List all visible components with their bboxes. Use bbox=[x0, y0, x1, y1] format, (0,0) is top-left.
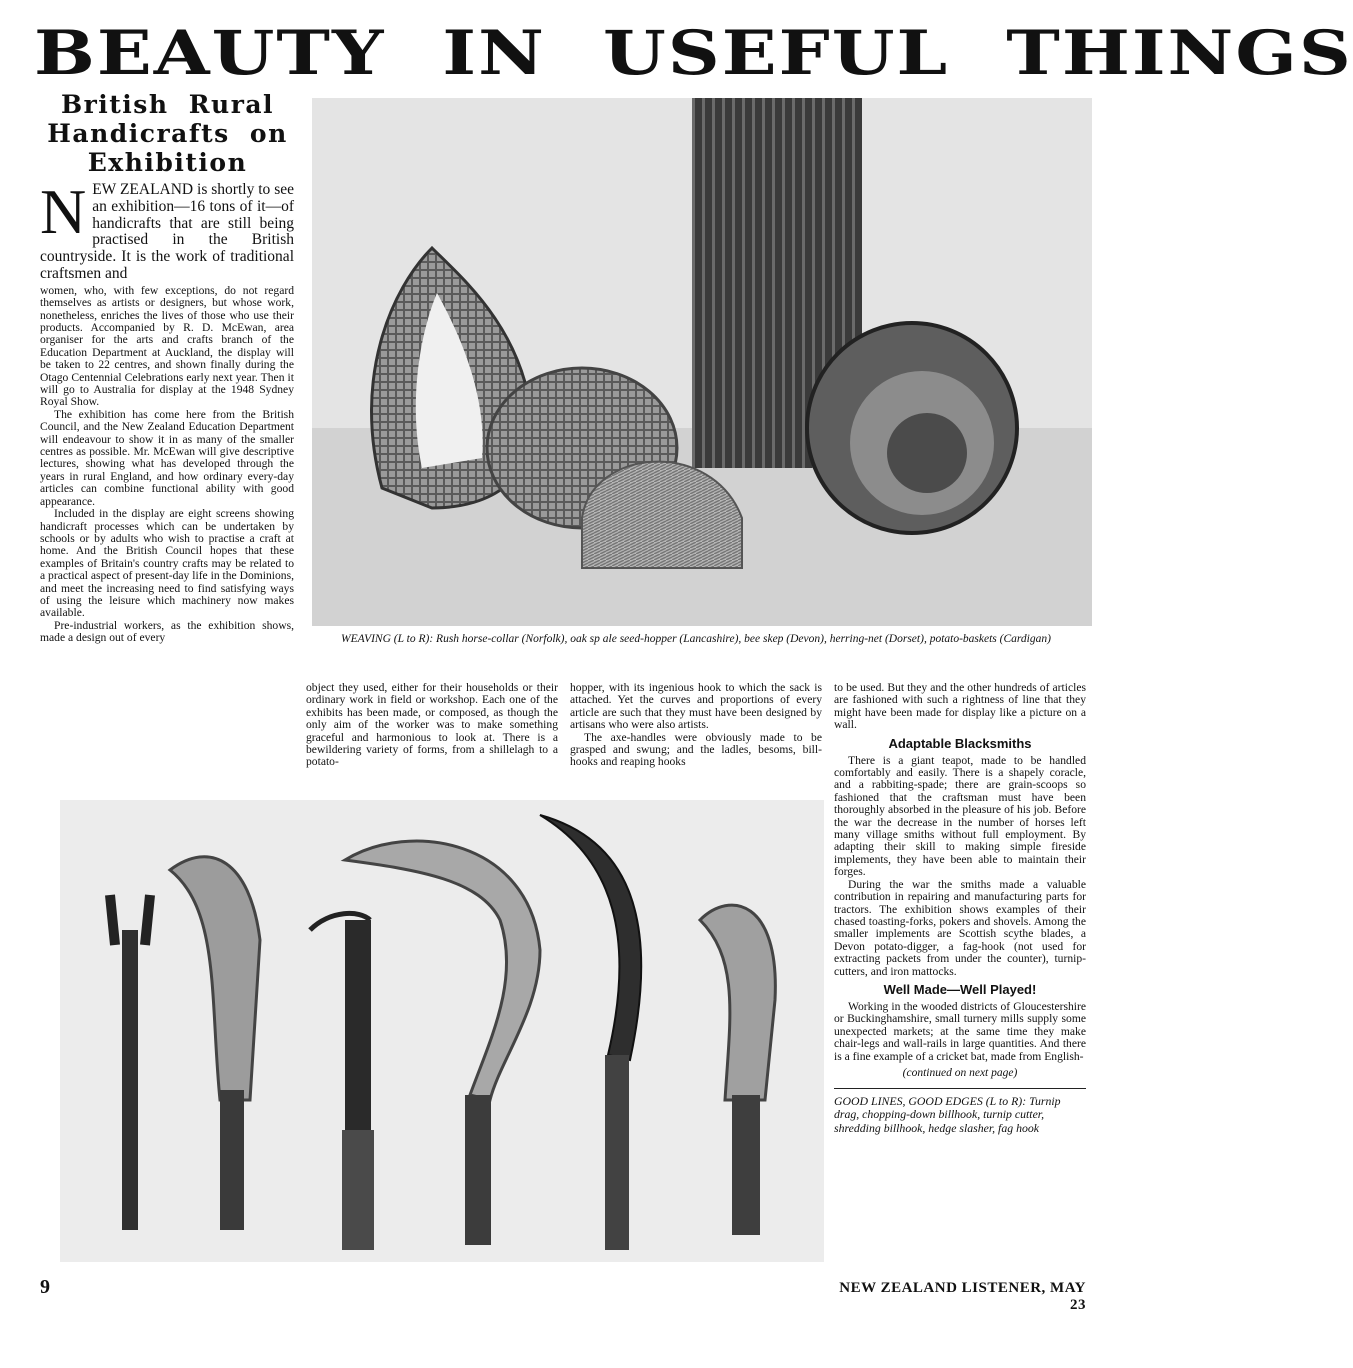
drop-cap: N bbox=[40, 176, 87, 247]
headline: BEAUTY IN USEFUL THINGS bbox=[34, 16, 1353, 89]
col1-paragraph: The exhibition has come here from the British Council, and the New Zealand Education Department will endeavour to show it in as many of the smaller centres as possible. Mr. McEwan will give descriptive lectures, showing what has developed through the years in rural England, and how ordinary every-day articles can combine functional ability with good appearance. bbox=[40, 407, 294, 508]
tools-illustration bbox=[60, 800, 824, 1262]
col3-paragraph: hopper, with its ingenious hook to which the sack is attached. Yet the curves and proportions of every article are such that they must have been designed by artisans who were also artists. bbox=[570, 681, 822, 732]
col4-paragraph: to be used. But they and the other hundreds of articles are fashioned with such a rightness of line that they might have been made for display like a picture on a wall. bbox=[834, 681, 1086, 732]
column-4 bbox=[834, 682, 1086, 1135]
col1-paragraph: Pre-industrial workers, as the exhibition shows, made a design out of every bbox=[40, 618, 294, 645]
lead-text: EW ZEALAND is shortly to see an exhibition—16 tons of it—of handicrafts that are still being practised in the British countryside. It is the work of traditional craftsmen and bbox=[40, 181, 294, 282]
section1-paragraph: During the war the smiths made a valuable contribution in repairing and manufacturing parts for tractors. The exhibition shows examples of their chased toasting-forks, pokers and shovels. Among the smaller implements are Scottish scythe blades, a Devon potato-digger, a fag-hook (not used for extracting packets from under the counter), turnip-cutters, and iron mattocks. bbox=[834, 877, 1086, 978]
column-3 bbox=[570, 682, 822, 769]
caption-divider bbox=[834, 1088, 1086, 1089]
page-number: 9 bbox=[40, 1276, 50, 1298]
section2-paragraph: Working in the wooded districts of Gloucestershire or Buckinghamshire, small turnery mills supply some unexpected markets; at the same time they make chair-legs and wall-rails in large quantities. And there is a fine example of a cricket bat, made from English- bbox=[834, 999, 1086, 1063]
subhead: British Rural Handicrafts on Exhibition bbox=[47, 90, 288, 177]
tools-caption: GOOD LINES, GOOD EDGES (L to R): Turnip drag, chopping-down billhook, turnip cutter, shredding billhook, hedge slasher, fag hook bbox=[834, 1093, 1061, 1135]
tools-photo bbox=[60, 800, 824, 1262]
section1-paragraph: There is a giant teapot, made to be handled comfortably and easily. There is a shapely coracle, and a rabbiting-spade; there are grain-scoops so fashioned that the craftsman must have been thoroughly absorbed in the pleasure of his job. Before the war the decrease in the number of horses left many village smiths without full employment. By adapting their skill to making simple fireside implements, they have been able to maintain their forges. bbox=[834, 753, 1086, 879]
col2-paragraph: object they used, either for their households or their ordinary work in field or workshop. Each one of the exhibits has been made, or composed, as though the only aim of the worker was to make something graceful and harmonious to look at. There is a bewildering variety of forms, from a shillelagh to a potato- bbox=[306, 681, 558, 769]
col1-paragraph: women, who, with few exceptions, do not regard themselves as artists or designers, but whose work, nonetheless, enriches the lives of those who use their products. Accompanied by R. D. McEwan, area organiser for the arts and crafts branch of the Education Department at Auckland, the display will be taken to 22 centres, and shown finally during the Otago Centennial Celebrations early next year. Then it will go to Australia for display at the 1948 Sydney Royal Show. bbox=[40, 283, 294, 409]
section-heading-well-made: Well Made—Well Played! bbox=[883, 981, 1037, 997]
lead-paragraph bbox=[40, 176, 294, 283]
section-heading-blacksmiths: Adaptable Blacksmiths bbox=[888, 735, 1032, 751]
column-2 bbox=[306, 682, 558, 769]
weaving-caption: WEAVING (L to R): Rush horse-collar (Norfolk), oak sp ale seed-hopper (Lancashire), bee skep (Devon), herring-net (Dorset), potato-baskets (Cardigan) bbox=[341, 633, 1051, 645]
weaving-photo bbox=[312, 98, 1092, 626]
weaving-illustration bbox=[312, 98, 1092, 626]
col1-paragraph: Included in the display are eight screens showing handicraft processes which can be undertaken by schools or by adults who wish to practise a craft at home. And the British Council hopes that these examples of Britain's country crafts may be related to a practical aspect of present-day life in the Dominions, and meet the increasing need to find satisfying ways of using the leisure which machinery now makes available. bbox=[40, 507, 295, 620]
column-1 bbox=[40, 176, 295, 645]
continued-note: (continued on next page) bbox=[902, 1066, 1018, 1079]
masthead: NEW ZEALAND LISTENER, MAY 23 bbox=[839, 1280, 1086, 1313]
col3-paragraph: The axe-handles were obviously made to be grasped and swung; and the ladles, besoms, bill-hooks and reaping hooks bbox=[570, 730, 822, 769]
